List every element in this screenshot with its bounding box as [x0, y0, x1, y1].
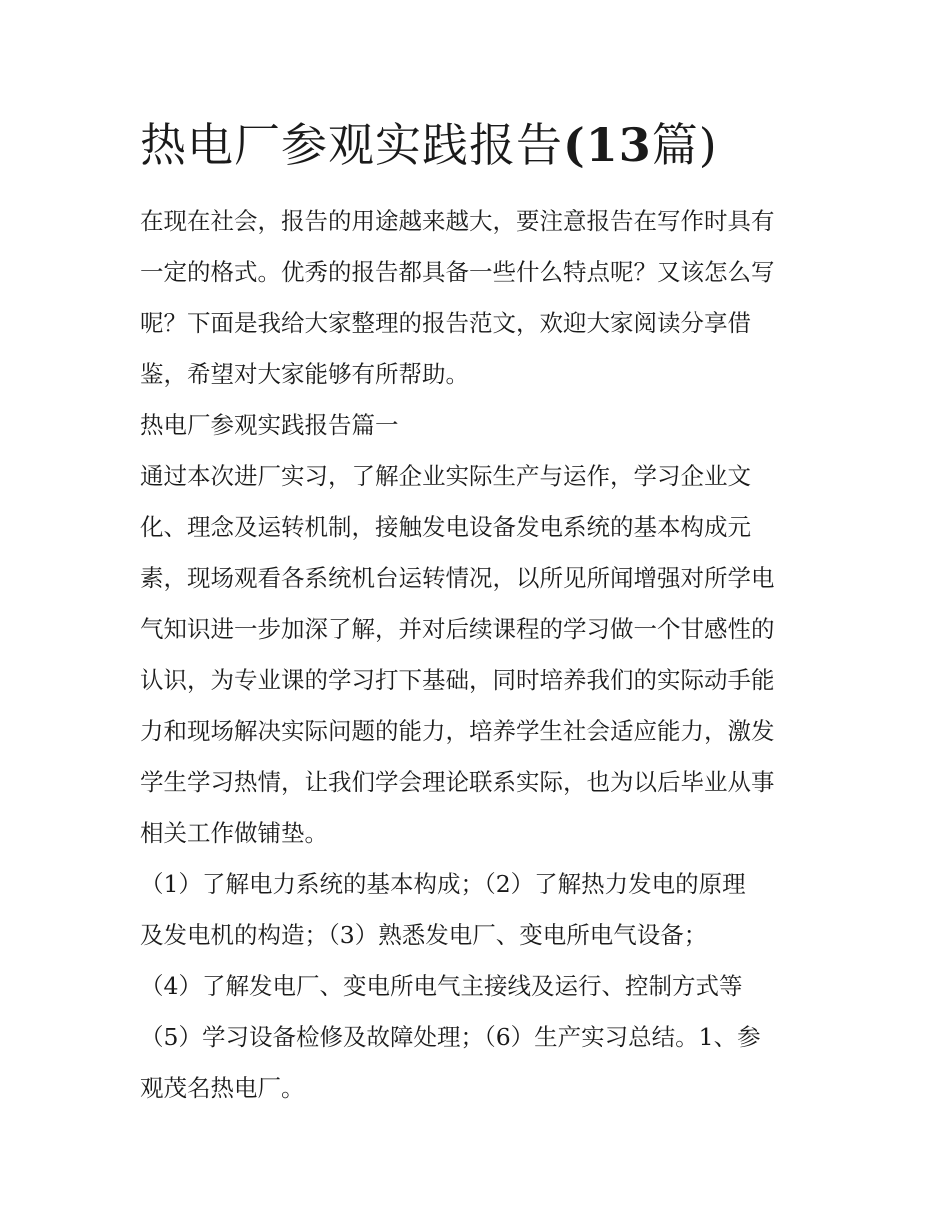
task-line-2: 及发电机的构造；（3）熟悉发电厂、变电所电气设备； [140, 921, 708, 949]
task-line-3: （4）了解发电厂、变电所电气主接线及运行、控制方式等 [140, 972, 743, 1000]
task-line-1: （1）了解电力系统的基本构成；（2）了解热力发电的原理 [140, 870, 746, 898]
body-line-4: 气知识进一步加深了解，并对后续课程的学习做一个甘感性的 [140, 615, 775, 643]
body-line-8: 相关工作做铺垫。 [140, 819, 328, 847]
title-count: (13 [563, 118, 652, 172]
section-heading: 热电厂参观实践报告篇一 [140, 411, 399, 439]
intro-line-3: 呢？下面是我给大家整理的报告范文，欢迎大家阅读分享借 [140, 309, 751, 337]
body-line-2: 化、理念及运转机制，接触发电设备发电系统的基本构成元 [140, 513, 751, 541]
task-line-4: （5）学习设备检修及故障处理；（6）生产实习总结。1、参 [140, 1023, 761, 1051]
intro-line-4: 鉴，希望对大家能够有所帮助。 [140, 360, 469, 388]
page-title [140, 112, 820, 178]
title-main: 热电厂参观实践报告 [140, 118, 563, 172]
title-suffix: 篇) [651, 118, 718, 172]
intro-line-2: 一定的格式。优秀的报告都具备一些什么特点呢？又该怎么写 [140, 258, 775, 286]
body-line-6: 力和现场解决实际问题的能力，培养学生社会适应能力，激发 [140, 717, 775, 745]
body-line-1: 通过本次进厂实习，了解企业实际生产与运作，学习企业文 [140, 462, 751, 490]
body-line-7: 学生学习热情，让我们学会理论联系实际，也为以后毕业从事 [140, 768, 775, 796]
intro-line-1: 在现在社会，报告的用途越来越大，要注意报告在写作时具有 [140, 207, 775, 235]
document-body [140, 196, 820, 1114]
body-line-5: 认识，为专业课的学习打下基础，同时培养我们的实际动手能 [140, 666, 775, 694]
body-line-3: 素，现场观看各系统机台运转情况，以所见所闻增强对所学电 [140, 564, 775, 592]
task-line-5: 观茂名热电厂。 [140, 1074, 305, 1102]
